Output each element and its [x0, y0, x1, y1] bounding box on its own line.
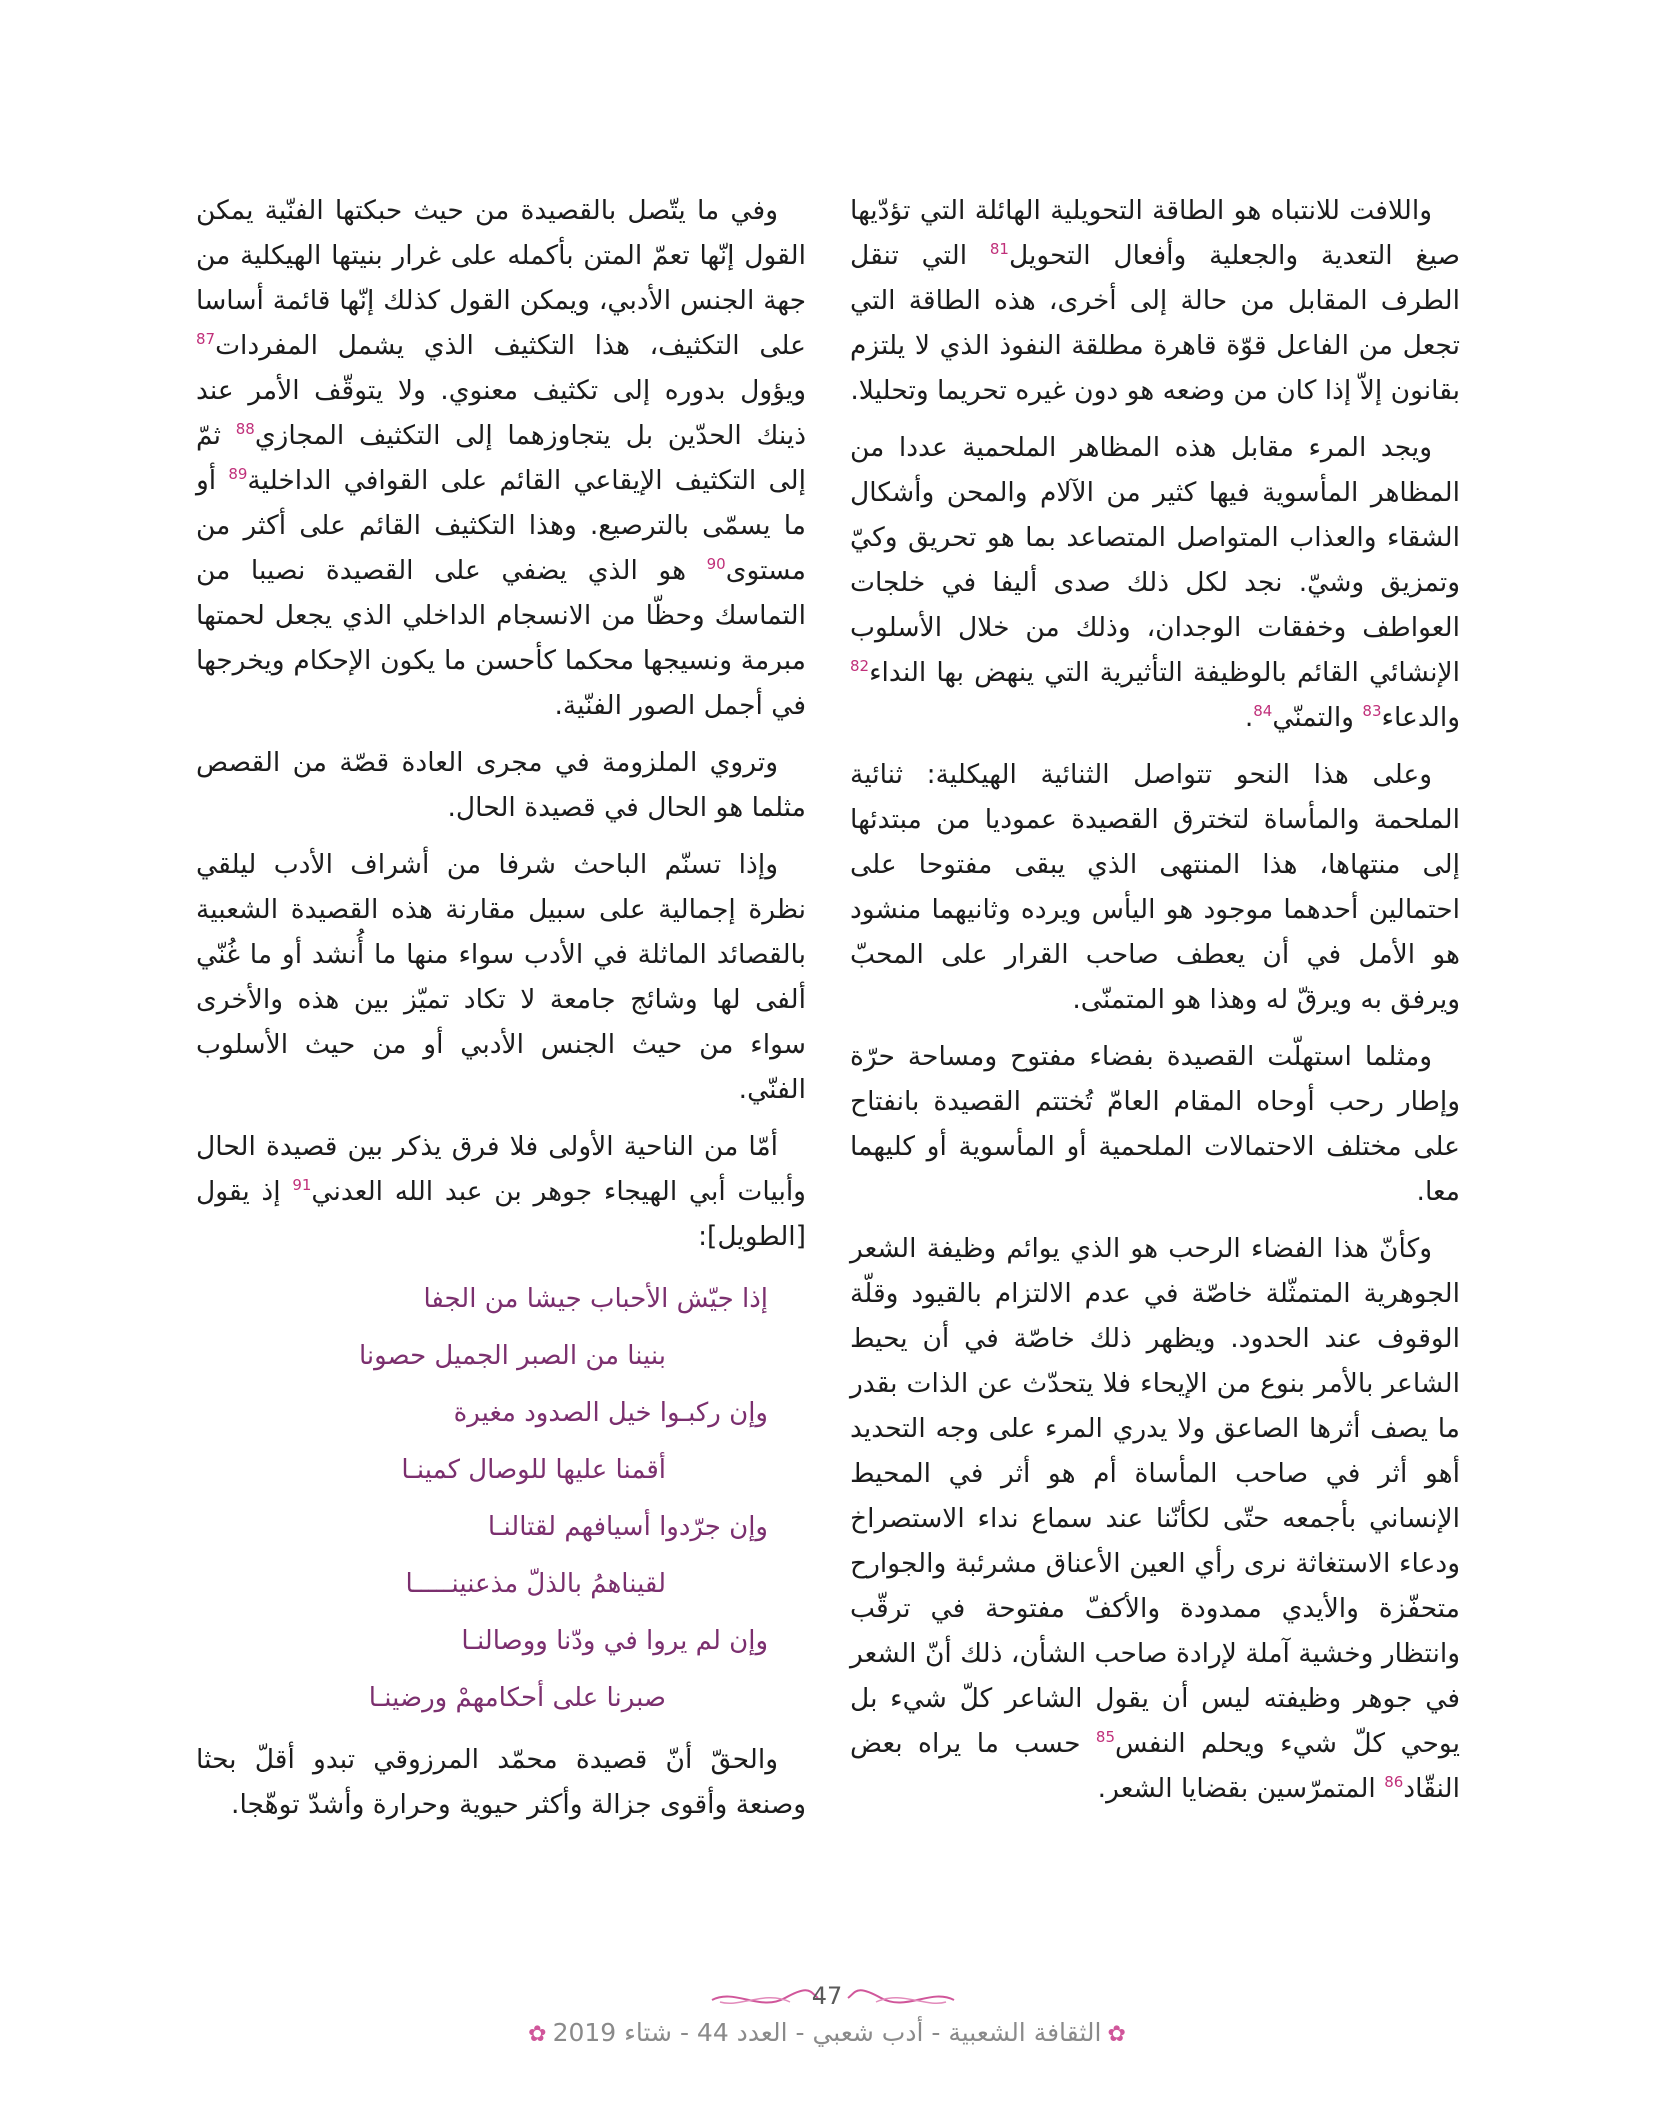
poem-verse: وإن ركبـوا خيل الصدود مغيرة [453, 1398, 768, 1428]
flower-icon: ✿ [1107, 2022, 1126, 2047]
footnote-ref[interactable]: 88 [235, 420, 255, 439]
right-column [850, 188, 1460, 1823]
footnote-ref[interactable]: 85 [1095, 1728, 1115, 1747]
paragraph: واللافت للانتباه هو الطاقة التحويلية الهائلة التي تؤدّيها صيغ التعدية والجعلية وأفعال التحويل$^{81}$ التي تنقل الطرف المقابل من حالة إلى أخرى، هذه الطاقة التي تجعل من الفاعل قوّة قاهرة مطلقة النفوذ الذي لا يلتزم بقانون إلاّ إذا كان من وضعه هو دون غيره تحريما وتحليلا. [850, 195, 1460, 406]
footnote-ref[interactable]: 90 [706, 555, 726, 574]
page-number: 47 [811, 1982, 843, 2010]
paragraph: أمّا من الناحية الأولى فلا فرق يذكر بين قصيدة الحال وأبيات أبي الهيجاء جوهر بن عبد الله العدني$^{91}$ إذ يقول [الطويل]: [196, 1131, 806, 1252]
poem-verse: بنينا من الصبر الجميل حصونا [358, 1341, 666, 1371]
paragraph: وعلى هذا النحو تتواصل الثنائية الهيكلية: ثنائية الملحمة والمأساة لتخترق القصيدة عموديا من مبتدئها إلى منتهاها، هذا المنتهى الذي يبقى مفتوحا على احتمالين أحدهما موجود هو اليأس ويرده وثانيهما منشود هو الأمل في أن يعطف صاحب القرار على المحبّ ويرفق به ويرقّ له وهذا هو المتمنّى. [850, 759, 1460, 1015]
paragraph: وإذا تسنّم الباحث شرفا من أشراف الأدب ليلقي نظرة إجمالية على سبيل مقارنة هذه القصيدة الشعبية بالقصائد الماثلة في الأدب سواء منها ما أُنشد أو ما غُنّي ألفى لها وشائج جامعة لا تكاد تميّز بين هذه والأخرى سواء من حيث الجنس الأدبي أو من حيث الأسلوب الفنّي. [196, 849, 806, 1105]
poem-verse: وإن جرّدوا أسيافهم لقتالنـا [487, 1512, 768, 1542]
footnote-ref[interactable]: 86 [1384, 1773, 1404, 1792]
footnote-ref[interactable]: 87 [196, 330, 216, 349]
paragraph: وتروي الملزومة في مجرى العادة قصّة من القصص مثلما هو الحال في قصيدة الحال. [196, 747, 806, 823]
publication-text: الثقافة الشعبية - أدب شعبي - العدد 44 - شتاء 2019 [552, 2018, 1102, 2047]
flower-icon: ✿ [528, 2022, 547, 2047]
paragraph: وفي ما يتّصل بالقصيدة من حيث حبكتها الفنّية يمكن القول إنّها تعمّ المتن بأكمله على غرار بنيتها الهيكلية من جهة الجنس الأدبي، ويمكن القول كذلك إنّها قائمة أساسا على التكثيف، هذا التكثيف الذي يشمل المفردات$^{87}$ ويؤول بدوره إلى تكثيف معنوي. ولا يتوقّف الأمر عند ذينك الحدّين بل يتجاوزهما إلى التكثيف المجازي$^{88}$ ثمّ إلى التكثيف الإيقاعي القائم على القوافي الداخلية$^{89}$ أو ما يسمّى بالترصيع. وهذا التكثيف القائم على أكثر من مستوى$^{90}$ هو الذي يضفي على القصيدة نصيبا من التماسك وحظّا من الانسجام الداخلي الذي يجعل لحمتها مبرمة ونسيجها محكما كأحسن ما يكون الإحكام ويخرجها في أجمل الصور الفنّية. [196, 195, 806, 721]
footnote-ref[interactable]: 82 [850, 657, 870, 676]
paragraph: وكأنّ هذا الفضاء الرحب هو الذي يوائم وظيفة الشعر الجوهرية المتمثّلة خاصّة في عدم الالتزام بالقيود وقلّة الوقوف عند الحدود. ويظهر ذلك خاصّة في أن يحيط الشاعر بالأمر بنوع من الإيحاء فلا يتحدّث عن الذات بقدر ما يصف أثرها الصاعق ولا يدري المرء على وجه التحديد أهو أثر في صاحب المأساة أم هو أثر في المحيط الإنساني بأجمعه حتّى لكأنّنا عند سماع نداء الاستصراخ ودعاء الاستغاثة نرى رأي العين الأعناق مشرئبة والجوارح متحفّزة والأيدي ممدودة والأكفّ مفتوحة في ترقّب وانتظار وخشية آملة لإرادة صاحب الشأن، ذلك أنّ الشعر في جوهر وظيفته ليس أن يقول الشاعر كلّ شيء بل يوحي كلّ شيء ويحلم النفس$^{85}$ حسب ما يراه بعض النقّاد$^{86}$ المتمرّسين بقضايا الشعر. [850, 1233, 1461, 1804]
paragraph: ويجد المرء مقابل هذه المظاهر الملحمية عددا من المظاهر المأسوية فيها كثير من الآلام والمحن وأشكال الشقاء والعذاب المتواصل المتصاعد بما هو تحريق وكيّ وتمزيق وشيّ. نجد لكل ذلك صدى أليفا في خلجات العواطف وخفقات الوجدان، وذلك من خلال الأسلوب الإنشائي القائم بالوظيفة التأثيرية التي ينهض بها النداء$^{82}$ والدعاء$^{83}$ والتمنّي$^{84}$. [850, 432, 1460, 733]
footnote-ref[interactable]: 81 [989, 240, 1009, 259]
paragraph: والحقّ أنّ قصيدة محمّد المرزوقي تبدو أقلّ بحثا وصنعة وأقوى جزالة وأكثر حيوية وحرارة وأشدّ توهّجا. [196, 1744, 806, 1820]
footnote-ref[interactable]: 89 [228, 465, 248, 484]
footnote-ref[interactable]: 83 [1362, 702, 1382, 721]
poem-verse: وإن لم يروا في ودّنا ووصالنـا [461, 1626, 768, 1656]
footnote-ref[interactable]: 84 [1253, 702, 1273, 721]
poem-verse: أقمنا عليها للوصال كمينـا [401, 1455, 666, 1485]
left-column [196, 188, 806, 1839]
footnote-ref[interactable]: 91 [292, 1176, 312, 1195]
poem-verse: صبرنا على أحكامهمْ ورضينـا [368, 1683, 666, 1713]
poem-verse: إذا جيّش الأحباب جيشا من الجفا [423, 1284, 768, 1314]
poem-verse: لقيناهمُ بالذلّ مذعنينـــــا [405, 1569, 666, 1599]
publication-footer [0, 2018, 1654, 2047]
paragraph: ومثلما استهلّت القصيدة بفضاء مفتوح ومساحة حرّة وإطار رحب أوحاه المقام العامّ تُختتم القصيدة بانفتاح على مختلف الاحتمالات الملحمية أو المأسوية أو كليهما معا. [850, 1041, 1460, 1207]
poem [196, 1271, 806, 1727]
